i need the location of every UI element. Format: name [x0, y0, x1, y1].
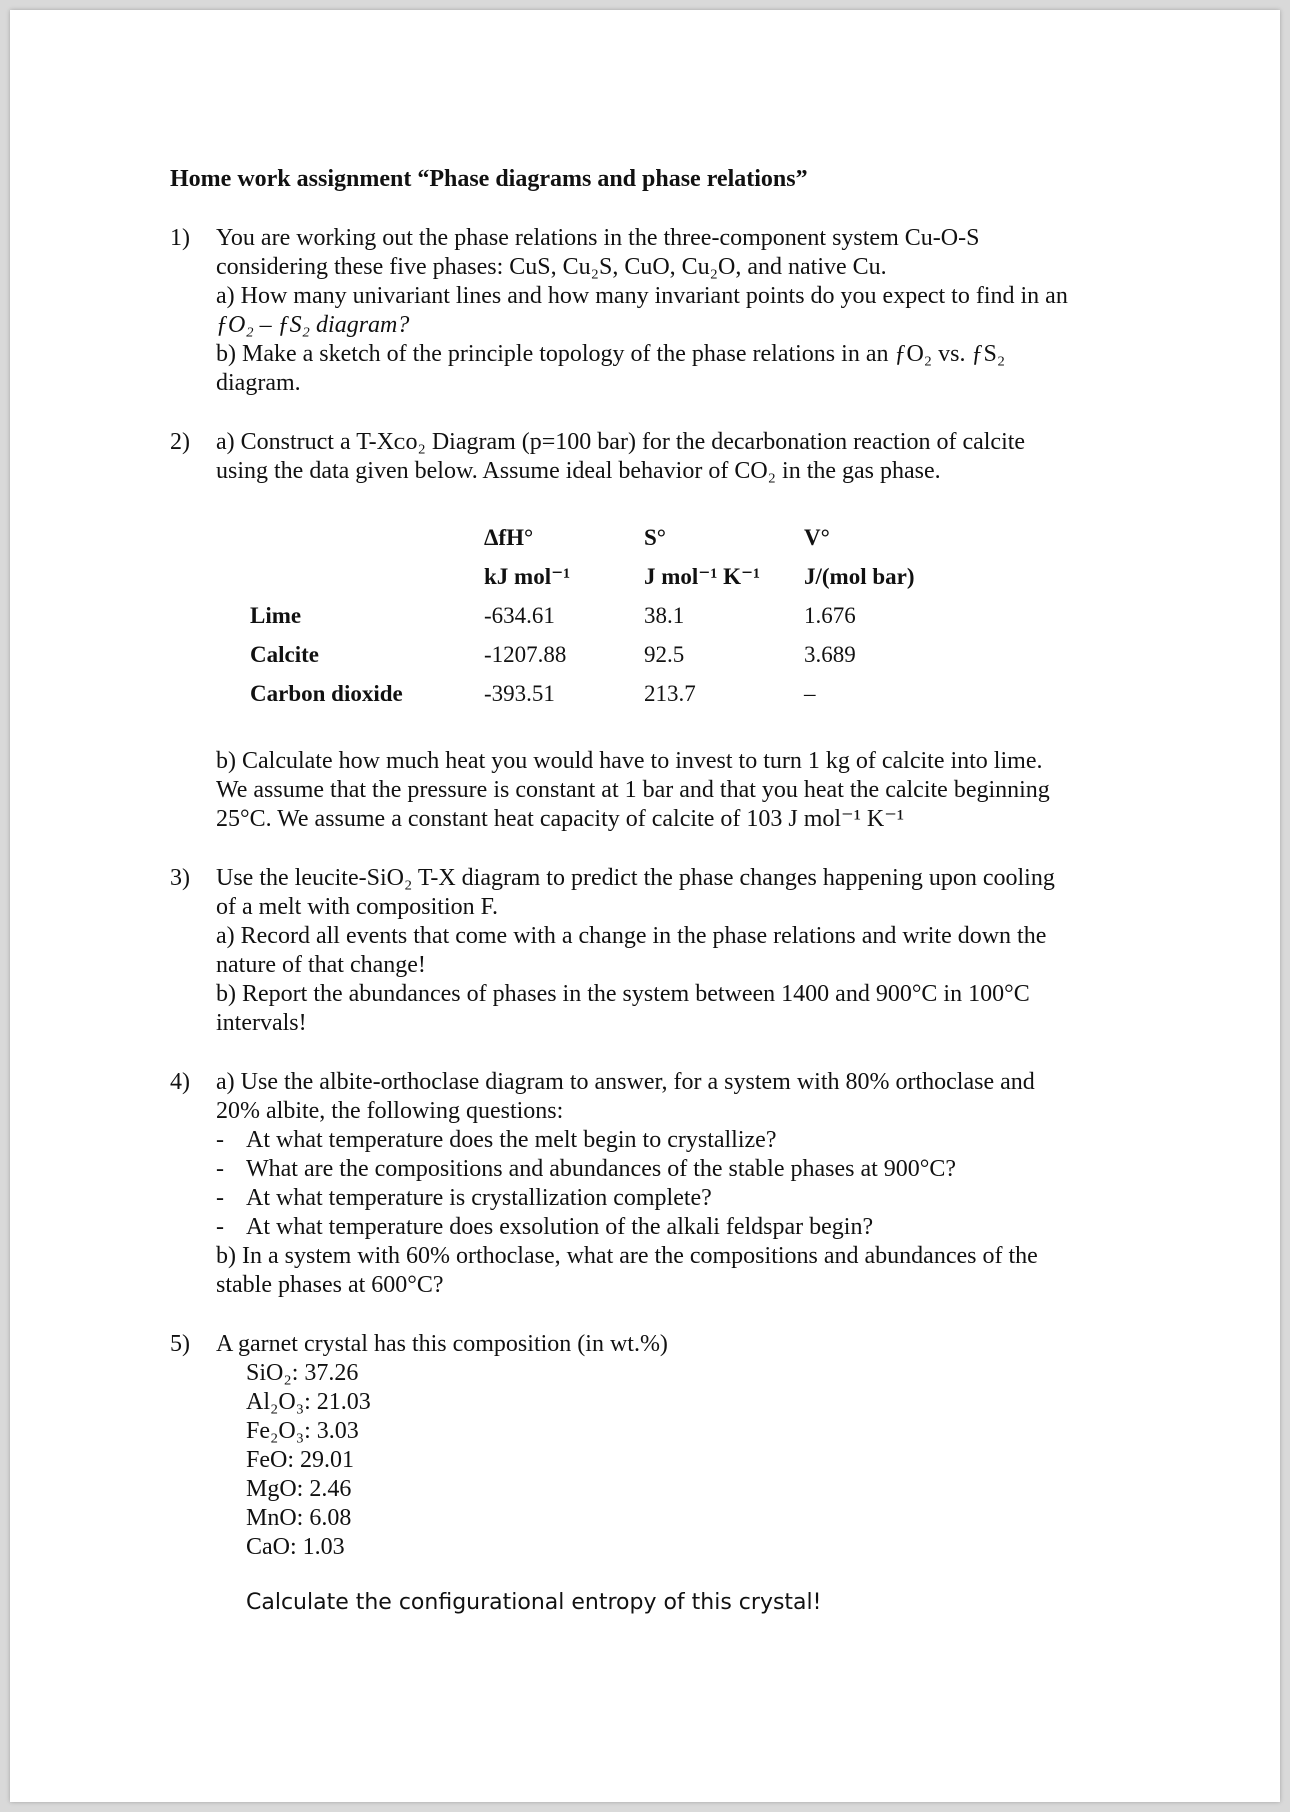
table-cell: 3.689	[804, 642, 856, 667]
text-line: ƒO₂ – ƒS₂ diagram?	[216, 312, 410, 338]
row-label: Calcite	[250, 642, 319, 667]
question-number: 5)	[170, 1331, 190, 1357]
text-line: a) How many univariant lines and how many invariant points do you expect to find in an	[216, 283, 1068, 309]
text-line: b) In a system with 60% orthoclase, what are the compositions and abundances of the	[216, 1243, 1038, 1269]
composition-item: MnO: 6.08	[246, 1505, 352, 1531]
document-content	[170, 165, 1150, 1617]
table-unit: J/(mol bar)	[804, 564, 915, 589]
thermodynamic-data-table	[250, 518, 984, 713]
question-number: 2)	[170, 429, 190, 455]
list-item	[216, 1155, 1150, 1184]
text-line: 20% albite, the following questions:	[216, 1098, 564, 1124]
table-cell: -393.51	[484, 681, 555, 706]
table-unit: kJ mol⁻¹	[484, 564, 571, 589]
table-cell: -634.61	[484, 603, 555, 628]
table-corner	[250, 557, 484, 596]
document-page	[10, 10, 1280, 1802]
list-item-text: What are the compositions and abundances of the stable phases at 900°C?	[246, 1156, 957, 1182]
text-line: considering these five phases: CuS, Cu₂S, CuO, Cu₂O, and native Cu.	[216, 254, 887, 280]
table-cell: -1207.88	[484, 642, 567, 667]
list-item-text: At what temperature does the melt begin to crystallize?	[246, 1127, 777, 1153]
text-line: We assume that the pressure is constant at 1 bar and that you heat the calcite beginning	[216, 777, 1050, 803]
question-body	[216, 428, 1150, 834]
table-header: ΔfH°	[484, 525, 534, 550]
table-cell: 92.5	[644, 642, 685, 667]
question-body	[216, 1068, 1150, 1300]
final-instruction: Calculate the configurational entropy of this crystal!	[246, 1590, 822, 1615]
dash-bullet-icon: -	[216, 1214, 224, 1240]
text-line: intervals!	[216, 1010, 307, 1036]
table-header: S°	[644, 525, 666, 550]
question-3	[170, 864, 1150, 1038]
table-row	[250, 596, 984, 635]
composition-item: FeO: 29.01	[246, 1447, 354, 1473]
question-number: 4)	[170, 1069, 190, 1095]
row-label: Lime	[250, 603, 302, 628]
table-header: V°	[804, 525, 830, 550]
text-line: diagram.	[216, 370, 301, 396]
table-cell: 213.7	[644, 681, 696, 706]
dash-bullet-icon: -	[216, 1127, 224, 1153]
text-line: Use the leucite-SiO₂ T-X diagram to predict the phase changes happening upon cooling	[216, 865, 1055, 891]
text-line: a) Construct a T-Xᴄᴏ₂ Diagram (p=100 bar) for the decarbonation reaction of calcite	[216, 429, 1026, 455]
text-line: b) Make a sketch of the principle topology of the phase relations in an ƒO₂ vs. ƒS₂	[216, 341, 1006, 367]
composition-item: CaO: 1.03	[246, 1534, 345, 1560]
text-line: 25°C. We assume a constant heat capacity of calcite of 103 J mol⁻¹ K⁻¹	[216, 806, 905, 832]
text-line: a) Use the albite-orthoclase diagram to answer, for a system with 80% orthoclase and	[216, 1069, 1035, 1095]
list-item	[216, 1184, 1150, 1213]
question-4	[170, 1068, 1150, 1300]
dash-bullet-icon: -	[216, 1156, 224, 1182]
question-5	[170, 1330, 1150, 1617]
text-line: b) Report the abundances of phases in the system between 1400 and 900°C in 100°C	[216, 981, 1030, 1007]
table-cell: 1.676	[804, 603, 856, 628]
table-row	[250, 635, 984, 674]
table-corner	[250, 518, 484, 557]
question-number: 3)	[170, 865, 190, 891]
question-1	[170, 224, 1150, 398]
page-title: Home work assignment “Phase diagrams and phase relations”	[170, 166, 808, 192]
question-body	[216, 1330, 1150, 1617]
question-number: 1)	[170, 225, 190, 251]
list-item-text: At what temperature is crystallization complete?	[246, 1185, 712, 1211]
question-body	[216, 864, 1150, 1038]
text-line: A garnet crystal has this composition (in wt.%)	[216, 1331, 668, 1357]
row-label: Carbon dioxide	[250, 681, 403, 706]
text-line: nature of that change!	[216, 952, 426, 978]
list-item	[216, 1126, 1150, 1155]
table-units-row	[250, 557, 984, 596]
text-line: using the data given below. Assume ideal behavior of CO₂ in the gas phase.	[216, 458, 941, 484]
table-cell: –	[804, 681, 816, 706]
table-cell: 38.1	[644, 603, 685, 628]
text-line: a) Record all events that come with a change in the phase relations and write down the	[216, 923, 1047, 949]
table-header-row	[250, 518, 984, 557]
composition-item: Fe₂O₃: 3.03	[246, 1418, 359, 1444]
question-body	[216, 224, 1150, 398]
list-item-text: At what temperature does exsolution of the alkali feldspar begin?	[246, 1214, 874, 1240]
text-line: of a melt with composition F.	[216, 894, 499, 920]
table-row	[250, 674, 984, 713]
text-line: stable phases at 600°C?	[216, 1272, 444, 1298]
dash-bullet-icon: -	[216, 1185, 224, 1211]
table-unit: J mol⁻¹ K⁻¹	[644, 564, 761, 589]
composition-item: Al₂O₃: 21.03	[246, 1389, 371, 1415]
text-line: b) Calculate how much heat you would have to invest to turn 1 kg of calcite into lime.	[216, 748, 1043, 774]
text-line: You are working out the phase relations in the three-component system Cu-O-S	[216, 225, 980, 251]
question-2	[170, 428, 1150, 834]
composition-item: SiO₂: 37.26	[246, 1360, 359, 1386]
composition-item: MgO: 2.46	[246, 1476, 352, 1502]
list-item	[216, 1213, 1150, 1242]
